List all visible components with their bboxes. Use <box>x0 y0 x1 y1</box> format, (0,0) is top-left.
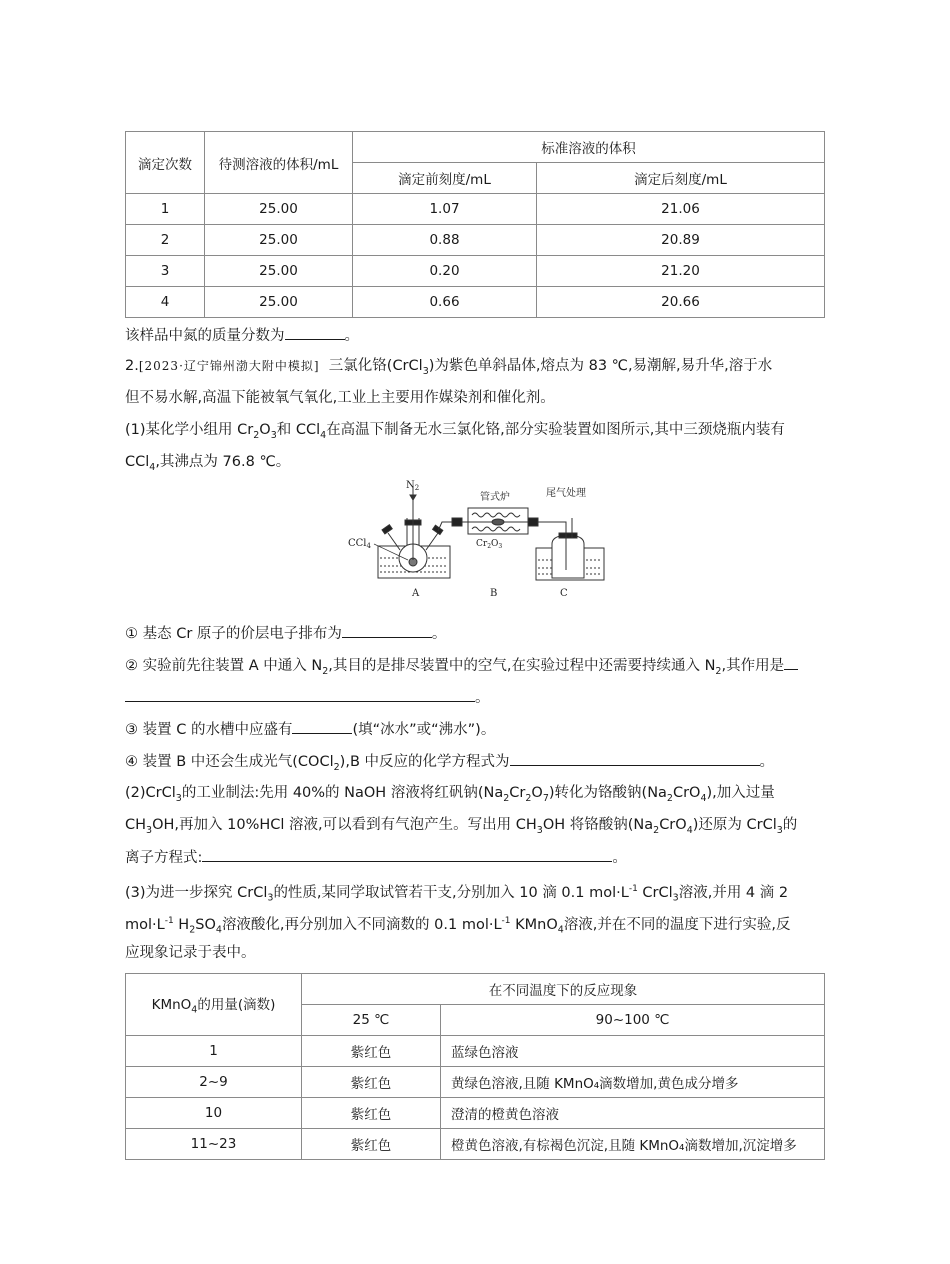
subscript: 2 <box>653 824 660 836</box>
label-b: B <box>490 588 498 599</box>
subquestion-3 <box>125 719 495 740</box>
text: (2)CrCl <box>125 785 176 801</box>
subquestion-1 <box>125 623 446 644</box>
subscript: 2 <box>525 792 532 804</box>
text: KMnO <box>510 916 558 933</box>
subscript: 4 <box>320 429 327 441</box>
cell-before: 1.07 <box>353 194 537 225</box>
text: mol·L <box>125 916 165 933</box>
table-row <box>126 1098 825 1129</box>
text: SO <box>195 916 216 933</box>
text: CCl <box>125 454 150 470</box>
superscript: -1 <box>501 916 511 926</box>
text: O <box>531 785 543 801</box>
text: 离子方程式: <box>125 850 203 866</box>
part-2-line <box>125 783 775 809</box>
answer-blank[interactable] <box>292 719 352 734</box>
label-cr2o3: $Cr_2O_3$ <box>476 539 503 550</box>
header-90c: 90~100 ℃ <box>441 1005 825 1036</box>
text: 该样品中氮的质量分数为 <box>125 328 285 344</box>
answer-blank[interactable] <box>285 325 345 340</box>
subscript: 3 <box>146 824 153 836</box>
cell-before: 0.88 <box>353 225 537 256</box>
table-row <box>126 194 825 225</box>
question-2-line <box>125 356 772 382</box>
answer-blank[interactable] <box>784 655 798 670</box>
cell-25c: 紫红色 <box>302 1036 441 1067</box>
text: 。 <box>612 850 627 866</box>
text: (填“冰水”或“沸水”)。 <box>352 722 496 738</box>
subscript: 4 <box>557 924 564 936</box>
header-before: 滴定前刻度/mL <box>353 163 537 194</box>
subscript: 4 <box>686 824 693 836</box>
text: ,其目的是排尽装置中的空气,在实验过程中还需要持续通入 N <box>328 658 716 674</box>
text: 溶液酸化,再分别加入不同滴数的 0.1 mol·L <box>221 916 502 933</box>
answer-blank[interactable] <box>125 687 475 702</box>
question-source: [2023·辽宁锦州渤大附中模拟] <box>138 359 320 373</box>
cell-count: 2 <box>126 225 205 256</box>
subscript: 3 <box>270 429 277 441</box>
subscript: 3 <box>422 365 429 377</box>
answer-blank[interactable] <box>342 623 432 638</box>
cell-count: 3 <box>126 256 205 287</box>
part-3-line <box>125 879 788 909</box>
cell-90c: 澄清的橙黄色溶液 <box>441 1098 825 1129</box>
superscript: -1 <box>164 916 174 926</box>
header-after: 滴定后刻度/mL <box>537 163 825 194</box>
text: CrO <box>672 785 701 801</box>
text: 的工业制法:先用 40%的 NaOH 溶液将红矾钠(Na <box>181 785 504 801</box>
text: )转化为铬酸钠(Na <box>548 785 667 801</box>
cell-drops: 11~23 <box>126 1129 302 1160</box>
text: 在高温下制备无水三氯化铬,部分实验装置如图所示,其中三颈烧瓶内装有 <box>326 422 785 438</box>
text: 但不易水解,高温下能被氧气氧化,工业上主要用作媒染剂和催化剂。 <box>125 390 555 406</box>
label-ccl4: CCl$_4$ <box>348 538 371 550</box>
paragraph-line <box>125 452 290 478</box>
text: 。 <box>475 690 490 706</box>
label-n2: $N_2$ <box>406 480 420 492</box>
subquestion-4 <box>125 751 774 778</box>
label-c: C <box>560 588 568 599</box>
cell-90c: 橙黄色溶液,有棕褐色沉淀,且随 KMnO₄滴数增加,沉淀增多 <box>441 1129 825 1160</box>
cell-drops: 2~9 <box>126 1067 302 1098</box>
subscript: 7 <box>542 792 549 804</box>
text: ② 实验前先往装置 A 中通入 N <box>125 658 323 674</box>
header-sample-volume: 待测溶液的体积/mL <box>205 132 353 194</box>
text: (3)为进一步探究 CrCl <box>125 884 268 901</box>
text: )为紫色单斜晶体,熔点为 83 ℃,易潮解,易升华,溶于水 <box>428 358 773 374</box>
part-2-line <box>125 815 797 841</box>
subscript: 2 <box>715 665 722 677</box>
text: ① 基态 Cr 原子的价层电子排布为 <box>125 626 342 642</box>
text: 的性质,某同学取试管若干支,分别加入 10 滴 0.1 mol·L <box>273 884 629 901</box>
text: 。 <box>431 626 447 642</box>
cell-90c: 蓝绿色溶液 <box>441 1036 825 1067</box>
cell-drops: 10 <box>126 1098 302 1129</box>
subscript: 4 <box>700 792 707 804</box>
table-row <box>126 1036 825 1067</box>
header-standard-volume: 标准溶液的体积 <box>353 132 825 163</box>
cell-before: 0.20 <box>353 256 537 287</box>
cell-count: 1 <box>126 194 205 225</box>
cell-after: 21.20 <box>537 256 825 287</box>
part-3-line <box>125 943 256 963</box>
text: (1)某化学小组用 Cr <box>125 422 254 438</box>
cell-90c: 黄绿色溶液,且随 KMnO₄滴数增加,黄色成分增多 <box>441 1067 825 1098</box>
text: 溶液,并用 4 滴 2 <box>678 884 789 901</box>
text: )还原为 CrCl <box>692 817 777 833</box>
cell-volume: 25.00 <box>205 225 353 256</box>
cell-volume: 25.00 <box>205 287 353 318</box>
part-2-line <box>125 847 627 868</box>
reaction-table <box>125 973 825 1160</box>
paragraph-line <box>125 388 555 408</box>
superscript: -1 <box>628 884 638 894</box>
subscript: 3 <box>175 792 182 804</box>
cell-volume: 25.00 <box>205 194 353 225</box>
text: 溶液,并在不同的温度下进行实验,反 <box>563 916 791 933</box>
text: ,其沸点为 76.8 ℃。 <box>155 454 291 470</box>
table-row <box>126 287 825 318</box>
subscript: 3 <box>536 824 543 836</box>
table-row <box>126 1067 825 1098</box>
label-furnace: 管式炉 <box>480 492 510 503</box>
text: 。 <box>344 328 359 344</box>
header-titration-count: 滴定次数 <box>126 132 205 194</box>
subscript: 3 <box>672 892 679 904</box>
text: H <box>173 916 190 933</box>
subscript: 2 <box>503 792 510 804</box>
text: 。 <box>759 754 774 770</box>
question-number: 2. <box>125 358 139 374</box>
answer-blank[interactable] <box>202 847 612 862</box>
header-25c: 25 ℃ <box>302 1005 441 1036</box>
table-row <box>126 225 825 256</box>
text: ,其作用是 <box>721 658 785 674</box>
cell-after: 20.89 <box>537 225 825 256</box>
header-kmno4-amount: KMnO$_4$的用量(滴数) <box>126 974 302 1036</box>
text: ③ 装置 C 的水槽中应盛有 <box>125 722 293 738</box>
text: O <box>259 422 271 438</box>
cell-25c: 紫红色 <box>302 1098 441 1129</box>
text: CrCl <box>637 884 673 901</box>
subscript: 2 <box>253 429 260 441</box>
text: 和 CCl <box>276 422 321 438</box>
text: OH,再加入 10%HCl 溶液,可以看到有气泡产生。写出用 CH <box>152 817 537 833</box>
text: ④ 装置 B 中还会生成光气(COCl <box>125 754 334 770</box>
text: CH <box>125 817 147 833</box>
label-exhaust: 尾气处理 <box>546 488 586 499</box>
subscript: 4 <box>215 924 222 936</box>
cell-25c: 紫红色 <box>302 1067 441 1098</box>
cell-before: 0.66 <box>353 287 537 318</box>
text: 三氯化铬(CrCl <box>328 358 423 374</box>
header-phenomena: 在不同温度下的反应现象 <box>302 974 825 1005</box>
table-row <box>126 256 825 287</box>
text: 应现象记录于表中。 <box>125 945 256 961</box>
text: 的 <box>782 817 798 833</box>
cell-25c: 紫红色 <box>302 1129 441 1160</box>
cell-after: 21.06 <box>537 194 825 225</box>
subscript: 2 <box>333 761 340 773</box>
subscript: 4 <box>149 461 156 473</box>
label-a: A <box>412 588 420 599</box>
text: ),加入过量 <box>706 785 775 801</box>
cell-count: 4 <box>126 287 205 318</box>
answer-blank[interactable] <box>510 751 760 766</box>
cell-drops: 1 <box>126 1036 302 1067</box>
cell-volume: 25.00 <box>205 256 353 287</box>
paragraph-line <box>125 420 785 446</box>
nitrogen-fraction-line <box>125 325 359 346</box>
cell-after: 20.66 <box>537 287 825 318</box>
titration-table <box>125 131 825 318</box>
subquestion-2 <box>125 655 798 682</box>
apparatus-diagram <box>340 478 610 603</box>
subscript: 3 <box>267 892 274 904</box>
text: CrO <box>659 817 687 833</box>
subscript: 2 <box>189 924 196 936</box>
subquestion-2-continued <box>125 687 490 708</box>
subscript: 2 <box>666 792 673 804</box>
text: Cr <box>509 785 526 801</box>
part-3-line <box>125 911 791 941</box>
text: ),B 中反应的化学方程式为 <box>339 754 510 770</box>
subscript: 2 <box>322 665 329 677</box>
subscript: 3 <box>776 824 783 836</box>
table-row <box>126 1129 825 1160</box>
text: OH 将铬酸钠(Na <box>542 817 654 833</box>
